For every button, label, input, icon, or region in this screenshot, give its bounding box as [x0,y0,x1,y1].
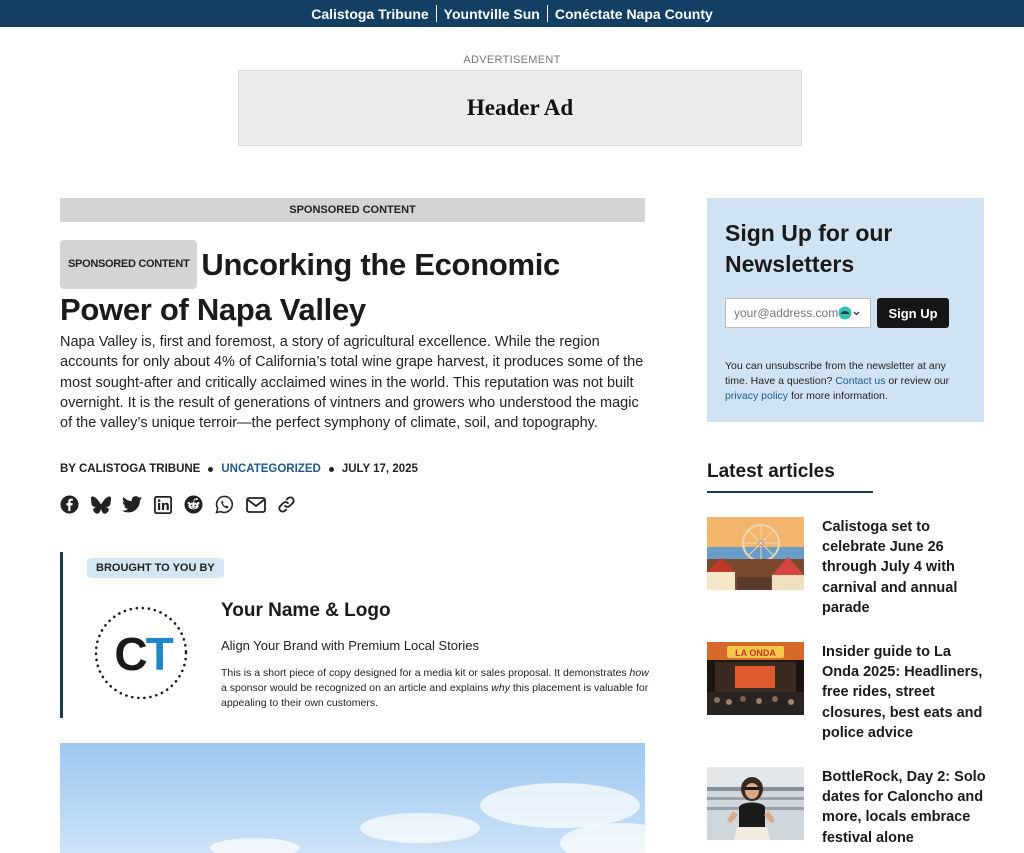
category-link[interactable]: UNCATEGORIZED [221,463,321,475]
article-title [60,240,645,330]
article-date: JULY 17, 2025 [341,463,418,475]
article-thumbnail[interactable] [707,767,804,840]
article-byline [60,463,418,475]
share-bar [59,494,297,515]
reddit-icon[interactable] [183,494,204,515]
article-thumbnail[interactable] [707,517,804,590]
article-title-link[interactable]: Insider guide to La Onda 2025: Headliners, free rides, street closures, best eats and police advice [822,644,983,741]
site-network-bar [0,0,1024,27]
article-title-link[interactable]: BottleRock, Day 2: Solo dates for Caloncho and more, locals embrace festival alone [822,769,986,846]
network-link-yountville-sun[interactable]: Yountville Sun [443,5,540,22]
byline-author[interactable]: BY CALISTOGA TRIBUNE [60,463,201,475]
email-icon[interactable] [245,494,266,515]
article-hero-image [60,743,645,853]
sponsor-name: Your Name & Logo [221,600,391,621]
article-thumbnail[interactable] [707,642,804,715]
contact-us-link[interactable]: Contact us [835,375,886,387]
header-ad-text: Header Ad [466,95,574,120]
sponsor-logo[interactable] [93,600,189,706]
bullet-separator [208,467,213,472]
linkedin-icon[interactable] [152,494,173,515]
sponsored-badge: SPONSORED CONTENT [60,240,197,289]
link-icon[interactable] [276,494,297,515]
bluesky-icon[interactable] [90,494,111,515]
sponsor-tagline: Align Your Brand with Premium Local Stories [221,638,479,653]
password-manager-icon[interactable] [837,305,861,321]
privacy-policy-link[interactable]: privacy policy [725,390,789,402]
brought-to-you-by-tag: BROUGHT TO YOU BY [87,558,224,578]
bullet-separator [329,467,334,472]
facebook-icon[interactable] [59,494,80,515]
sponsor-box [60,552,649,718]
header-ad[interactable] [238,70,802,146]
article-header [60,240,645,330]
newsletter-signup [707,198,984,422]
newsletter-fine-print: You can unsubscribe from the newsletter at any time. Have a question? Contact us or review our privacy policy for more information. [725,360,950,402]
article-excerpt: Napa Valley is, first and foremost, a story of agricultural excellence. While the region accounts for only about 4% of California’s total wine grape harvest, it produces some of the most sought-after and critically acclaimed wines in the world. This reputation was not built overnight. It is the result of generations of vintners and growers who understood the magic of the valley’s unique terroir—the perfect symphony of climate, soil, and topography. [60,334,644,432]
svg-text:LA ONDA: LA ONDA [735,648,776,658]
sponsored-content-bar: SPONSORED CONTENT [60,198,645,222]
advertisement-label: ADVERTISEMENT [463,54,561,66]
article-title-text: Uncorking the Economic Power of Napa Valley [60,247,560,327]
divider [707,491,873,493]
network-link-conectate[interactable]: Conéctate Napa County [554,5,713,22]
newsletter-title: Sign Up for our Newsletters [725,220,893,277]
article-title-link[interactable]: Calistoga set to celebrate June 26 through July 4 with carnival and annual parade [822,519,958,616]
network-link-calistoga-tribune[interactable]: Calistoga Tribune [311,5,429,22]
sponsor-copy: This is a short piece of copy designed for a media kit or sales proposal. It demonstrates how a sponsor would be recognized on an article and explains why this placement is valuable for appealing to their own customers. [221,667,649,709]
twitter-icon[interactable] [121,494,142,515]
sign-up-button[interactable]: Sign Up [877,298,949,328]
sponsor-logo-text: CT [114,628,172,680]
whatsapp-icon[interactable] [214,494,235,515]
latest-articles-heading: Latest articles [707,461,835,482]
